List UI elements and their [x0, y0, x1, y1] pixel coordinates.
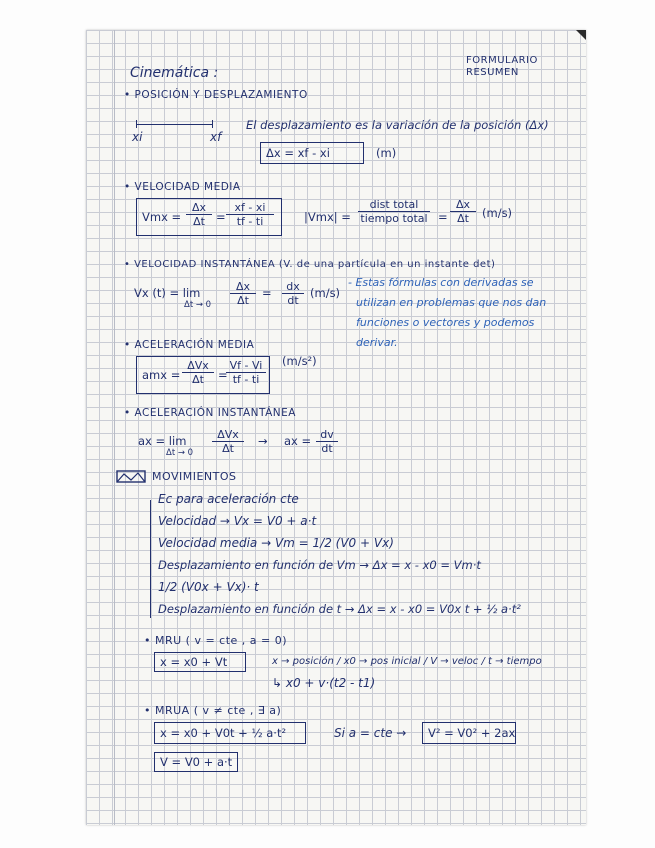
vel-inst-lhs: Vx (t) = lim — [134, 286, 201, 300]
margin-line — [114, 30, 115, 825]
mru-subformula: ↳ x0 + v·(t2 - t1) — [272, 676, 376, 690]
fraction-denominator: dt — [321, 442, 333, 455]
movimientos-line-2: Velocidad media → Vm = 1/2 (V0 + Vx) — [158, 536, 394, 550]
mru-formula: x = x0 + Vt — [160, 655, 228, 669]
abs-vel-fraction-1 — [358, 198, 430, 225]
acel-inst-arrow: → — [258, 434, 268, 448]
label-xf: xf — [210, 130, 222, 144]
vel-inst-unit: (m/s) — [310, 286, 341, 300]
vel-inst-equals: = — [262, 286, 272, 300]
mrua-condition: Si a = cte → — [334, 726, 407, 740]
section-heading-vel-media: • VELOCIDAD MEDIA — [124, 181, 241, 193]
fraction-numerator: dx — [282, 280, 304, 294]
fraction-denominator: tf - ti — [236, 215, 264, 228]
section-heading-mru: • MRU ( v = cte , a = 0) — [144, 634, 288, 647]
section-heading-acel-inst: • ACELERACIÓN INSTANTÁNEA — [124, 407, 296, 419]
fraction-denominator: Δt — [193, 215, 205, 228]
tick-right — [212, 120, 213, 128]
fraction-numerator: Vf - Vi — [226, 359, 266, 373]
vel-media-fraction-2 — [226, 201, 274, 228]
acel-inst-fraction-1 — [212, 428, 244, 455]
fraction-numerator: Δx — [186, 201, 212, 215]
fraction-numerator: Δx — [230, 280, 256, 294]
section-heading-posicion: • POSICIÓN Y DESPLAZAMIENTO — [124, 89, 308, 101]
acel-inst-rhs: ax = — [284, 434, 312, 448]
abs-vel-media-lhs: |Vmx| = — [304, 210, 351, 224]
movimientos-line-4: 1/2 (V0x + Vx)· t — [158, 580, 259, 594]
fraction-numerator: dist total — [358, 198, 430, 212]
mrua-velocity-formula: V = V0 + a·t — [160, 755, 233, 769]
acel-inst-lhs: ax = lim — [138, 434, 187, 448]
fraction-denominator: Δt — [222, 442, 234, 455]
page-title: Cinemática : — [130, 65, 219, 81]
section-heading-acel-media: • ACELERACIÓN MEDIA — [124, 339, 255, 351]
vel-media-unit: (m/s) — [482, 206, 513, 220]
fraction-denominator: tiempo total — [360, 212, 428, 225]
fraction-numerator: Δx — [450, 198, 476, 212]
displacement-formula: Δx = xf - xi — [266, 146, 330, 160]
fraction-numerator: ΔVx — [182, 359, 214, 373]
section-heading-mrua: • MRUA ( v ≠ cte , ∃ a) — [144, 704, 282, 717]
fraction-numerator: ΔVx — [212, 428, 244, 442]
badge-line-1: FORMULARIO — [466, 55, 538, 66]
envelope-bullet-icon — [116, 470, 146, 483]
note-line-3: funciones o vectores y podemos — [356, 316, 535, 329]
note-line-2: utilizan en problemas que nos dan — [356, 296, 547, 309]
acel-media-equals: = — [218, 368, 228, 382]
acel-inst-fraction-2 — [316, 428, 338, 455]
vel-inst-limit-sub: Δt → 0 — [184, 300, 212, 310]
displacement-line — [136, 124, 212, 125]
acel-media-fraction-1 — [182, 359, 214, 386]
vel-inst-fraction-2 — [282, 280, 304, 307]
note-line-1: - Estas fórmulas con derivadas se — [348, 276, 534, 289]
note-line-4: derivar. — [356, 336, 398, 349]
mru-legend: x → posición / x0 → pos inicial / V → veloc / t → tiempo — [272, 656, 542, 667]
section-heading-vel-inst: • VELOCIDAD INSTANTÁNEA (V. de una partícula en un instante det) — [124, 259, 496, 270]
movimientos-subtitle: Ec para aceleración cte — [158, 492, 299, 506]
mrua-position-formula: x = x0 + V0t + ½ a·t² — [160, 726, 287, 740]
mrua-velocity-squared-formula: V² = V0² + 2ax — [428, 726, 516, 740]
fraction-denominator: dt — [287, 294, 299, 307]
displacement-unit: (m) — [376, 146, 397, 160]
vel-media-equals: = — [216, 210, 226, 224]
fraction-numerator: dv — [316, 428, 338, 442]
fraction-denominator: Δt — [457, 212, 469, 225]
section-heading-movimientos: MOVIMIENTOS — [152, 470, 237, 483]
label-xi: xi — [132, 130, 143, 144]
movimientos-bracket — [150, 500, 151, 618]
abs-vel-equals: = — [438, 210, 448, 224]
posicion-description: El desplazamiento es la variación de la posición (Δx) — [246, 118, 549, 132]
acel-media-lhs: amx = — [142, 368, 181, 382]
movimientos-line-3: Desplazamiento en función de Vm → Δx = x - x0 = Vm·t — [158, 558, 481, 572]
movimientos-line-1: Velocidad → Vx = V0 + a·t — [158, 514, 317, 528]
badge-line-2: RESUMEN — [466, 67, 519, 78]
acel-media-unit: (m/s²) — [282, 354, 317, 368]
notebook-page — [86, 30, 586, 825]
acel-inst-limit-sub: Δt → 0 — [166, 448, 194, 458]
fraction-numerator: xf - xi — [226, 201, 274, 215]
abs-vel-fraction-2 — [450, 198, 476, 225]
acel-media-fraction-2 — [226, 359, 266, 386]
fraction-denominator: tf - ti — [232, 373, 260, 386]
page-corner-mark — [576, 30, 586, 40]
vel-media-lhs: Vmx = — [142, 210, 182, 224]
movimientos-line-5: Desplazamiento en función de t → Δx = x - x0 = V0x t + ½ a·t² — [158, 602, 521, 616]
tick-left — [136, 120, 137, 128]
fraction-denominator: Δt — [237, 294, 249, 307]
fraction-denominator: Δt — [192, 373, 204, 386]
vel-inst-fraction-1 — [230, 280, 256, 307]
vel-media-fraction-1 — [186, 201, 212, 228]
